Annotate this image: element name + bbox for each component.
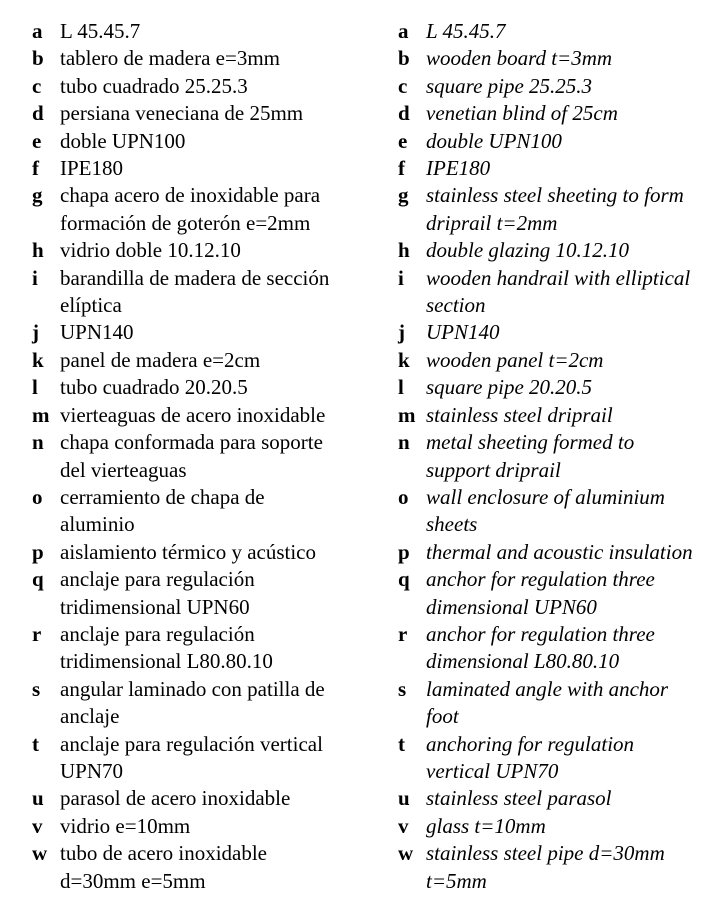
legend-text: thermal and acoustic insulation xyxy=(426,539,693,564)
spanish-legend-item-f xyxy=(32,155,362,182)
english-legend-item-n xyxy=(398,429,724,484)
legend-text: tubo cuadrado 20.20.5 xyxy=(60,375,248,400)
legend-text: stainless steel parasol xyxy=(426,786,612,811)
legend-text: wall enclosure of aluminium sheets xyxy=(426,484,665,537)
legend-text: IPE180 xyxy=(60,156,123,181)
legend-text: stainless steel driprail xyxy=(426,402,613,427)
legend-text: vidrio doble 10.12.10 xyxy=(60,238,241,263)
legend-letter: w xyxy=(32,841,48,866)
legend-letter: o xyxy=(398,484,409,509)
legend-text: laminated angle with anchor foot xyxy=(426,676,669,729)
legend-text: panel de madera e=2cm xyxy=(60,347,261,372)
legend-letter: v xyxy=(32,813,43,838)
legend-text: glass t=10mm xyxy=(426,813,546,838)
legend-text: chapa acero de inoxidable para formación de goterón e=2mm xyxy=(60,183,321,235)
legend-letter: u xyxy=(398,786,410,811)
legend-text: venetian blind of 25cm xyxy=(426,101,618,126)
english-legend-item-r xyxy=(398,621,724,676)
legend-letter: v xyxy=(398,813,409,838)
legend-letter: a xyxy=(32,19,43,43)
legend-text: barandilla de madera de sección elíptica xyxy=(60,265,330,318)
legend-text: chapa conformada para soporte del vierteaguas xyxy=(60,430,323,482)
legend-letter: q xyxy=(398,567,410,592)
spanish-legend-item-u xyxy=(32,785,362,812)
english-legend-item-h xyxy=(398,237,724,264)
legend-text: tubo cuadrado 25.25.3 xyxy=(60,73,248,98)
legend-text: anclaje para regulación vertical UPN70 xyxy=(60,731,323,783)
spanish-legend-item-s xyxy=(32,676,362,731)
spanish-legend-item-p xyxy=(32,539,362,566)
english-legend-item-s xyxy=(398,676,724,731)
legend-text: stainless steel sheeting to form driprail t=2mm xyxy=(426,183,684,235)
legend-text: wooden board t=3mm xyxy=(426,46,613,71)
legend-letter: l xyxy=(398,375,404,400)
legend-letter: l xyxy=(32,375,38,400)
spanish-legend-item-q xyxy=(32,566,362,621)
legend-text: doble UPN100 xyxy=(60,128,186,153)
spanish-legend-column xyxy=(32,18,362,895)
legend-letter: e xyxy=(398,128,408,153)
legend-letter: d xyxy=(398,101,410,126)
english-legend-item-i xyxy=(398,265,724,320)
spanish-legend-item-n xyxy=(32,429,362,484)
legend-text: parasol de acero inoxidable xyxy=(60,786,291,811)
legend-text: double UPN100 xyxy=(426,128,562,153)
english-legend-item-t xyxy=(398,731,724,786)
english-legend-item-c xyxy=(398,73,724,100)
legend-letter: c xyxy=(398,73,408,98)
legend-text: double glazing 10.12.10 xyxy=(426,238,629,263)
english-legend-item-j xyxy=(398,319,724,346)
spanish-legend-item-o xyxy=(32,484,362,539)
english-legend-item-f xyxy=(398,155,724,182)
legend-text: angular laminado con patilla de anclaje xyxy=(60,676,325,729)
legend-letter: q xyxy=(32,567,44,592)
legend-letter: b xyxy=(32,46,44,71)
spanish-legend-item-t xyxy=(32,731,362,786)
legend-letter: p xyxy=(32,539,44,564)
english-legend-item-m xyxy=(398,402,724,429)
english-legend-item-o xyxy=(398,484,724,539)
legend-text: UPN140 xyxy=(426,320,500,345)
english-legend-item-p xyxy=(398,539,724,566)
spanish-legend-item-b xyxy=(32,45,362,72)
legend-text: tablero de madera e=3mm xyxy=(60,46,280,71)
legend-letter: j xyxy=(398,320,405,345)
legend-letter: i xyxy=(398,265,404,290)
legend-letter: g xyxy=(32,183,43,208)
legend-letter: r xyxy=(398,621,408,646)
legend-letter: a xyxy=(398,19,409,43)
legend-text: metal sheeting formed to support driprail xyxy=(426,430,635,482)
legend-text: wooden panel t=2cm xyxy=(426,347,604,372)
legend-letter: o xyxy=(32,484,43,509)
legend-text: vidrio e=10mm xyxy=(60,813,191,838)
legend-letter: h xyxy=(32,238,44,263)
legend-letter: w xyxy=(398,841,414,866)
spanish-legend-item-l xyxy=(32,374,362,401)
english-legend-item-b xyxy=(398,45,724,72)
spanish-legend-item-r xyxy=(32,621,362,676)
legend-letter: r xyxy=(32,621,42,646)
legend-text: anchor for regulation three dimensional L80.80.10 xyxy=(426,621,655,674)
legend-letter: j xyxy=(32,320,39,345)
legend-letter: s xyxy=(398,676,407,701)
legend-text: cerramiento de chapa de aluminio xyxy=(60,484,265,537)
legend-text: persiana veneciana de 25mm xyxy=(60,101,304,126)
legend-text: square pipe 25.25.3 xyxy=(426,73,593,98)
english-legend-item-u xyxy=(398,785,724,812)
legend-letter: b xyxy=(398,46,410,71)
legend-text: UPN140 xyxy=(60,320,134,345)
legend-letter: f xyxy=(32,156,39,181)
legend-text: anchoring for regulation vertical UPN70 xyxy=(426,731,635,783)
legend-text: wooden handrail with elliptical section xyxy=(426,265,691,318)
legend-text: anchor for regulation three dimensional UPN60 xyxy=(426,567,655,619)
legend-letter: g xyxy=(398,183,409,208)
legend-letter: i xyxy=(32,265,38,290)
spanish-legend-item-i xyxy=(32,265,362,320)
legend-letter: s xyxy=(32,676,41,701)
spanish-legend-item-a xyxy=(32,18,362,45)
spanish-legend-item-h xyxy=(32,237,362,264)
spanish-legend-item-e xyxy=(32,128,362,155)
legend-text: anclaje para regulación tridimensional L80.80.10 xyxy=(60,621,273,674)
spanish-legend-item-w xyxy=(32,840,362,895)
spanish-legend-item-j xyxy=(32,319,362,346)
spanish-legend-item-k xyxy=(32,347,362,374)
legend-letter: p xyxy=(398,539,410,564)
legend-text: IPE180 xyxy=(426,156,491,181)
legend-letter: n xyxy=(32,430,44,455)
english-legend-column xyxy=(398,18,724,895)
spanish-legend-item-d xyxy=(32,100,362,127)
english-legend-item-q xyxy=(398,566,724,621)
legend-letter: f xyxy=(398,156,405,181)
spanish-legend-item-m xyxy=(32,402,362,429)
legend-text: anclaje para regulación tridimensional UPN60 xyxy=(60,567,255,619)
legend-letter: h xyxy=(398,238,410,263)
legend-letter: m xyxy=(398,402,416,427)
legend-letter: k xyxy=(398,347,410,372)
spanish-legend-item-g xyxy=(32,182,362,237)
legend-text: square pipe 20.20.5 xyxy=(426,375,593,400)
legend-letter: k xyxy=(32,347,44,372)
legend-text: L 45.45.7 xyxy=(426,19,506,43)
english-legend-item-e xyxy=(398,128,724,155)
legend-text: L 45.45.7 xyxy=(60,19,141,43)
legend-letter: t xyxy=(398,731,405,756)
spanish-legend-item-c xyxy=(32,73,362,100)
legend-letter: t xyxy=(32,731,39,756)
legend-letter: e xyxy=(32,128,42,153)
english-legend-item-l xyxy=(398,374,724,401)
legend-letter: d xyxy=(32,101,44,126)
english-legend-item-w xyxy=(398,840,724,895)
english-legend-item-v xyxy=(398,813,724,840)
legend-text: vierteaguas de acero inoxidable xyxy=(60,402,326,427)
english-legend-item-d xyxy=(398,100,724,127)
legend-letter: u xyxy=(32,786,44,811)
legend-letter: c xyxy=(32,73,42,98)
legend-text: stainless steel pipe d=30mm t=5mm xyxy=(426,841,665,893)
legend-letter: n xyxy=(398,430,410,455)
legend-letter: m xyxy=(32,402,50,427)
english-legend-item-k xyxy=(398,347,724,374)
english-legend-item-g xyxy=(398,182,724,237)
spanish-legend-item-v xyxy=(32,813,362,840)
legend-text: aislamiento térmico y acústico xyxy=(60,539,316,564)
legend-text: tubo de acero inoxidable d=30mm e=5mm xyxy=(60,841,268,893)
english-legend-item-a xyxy=(398,18,724,45)
